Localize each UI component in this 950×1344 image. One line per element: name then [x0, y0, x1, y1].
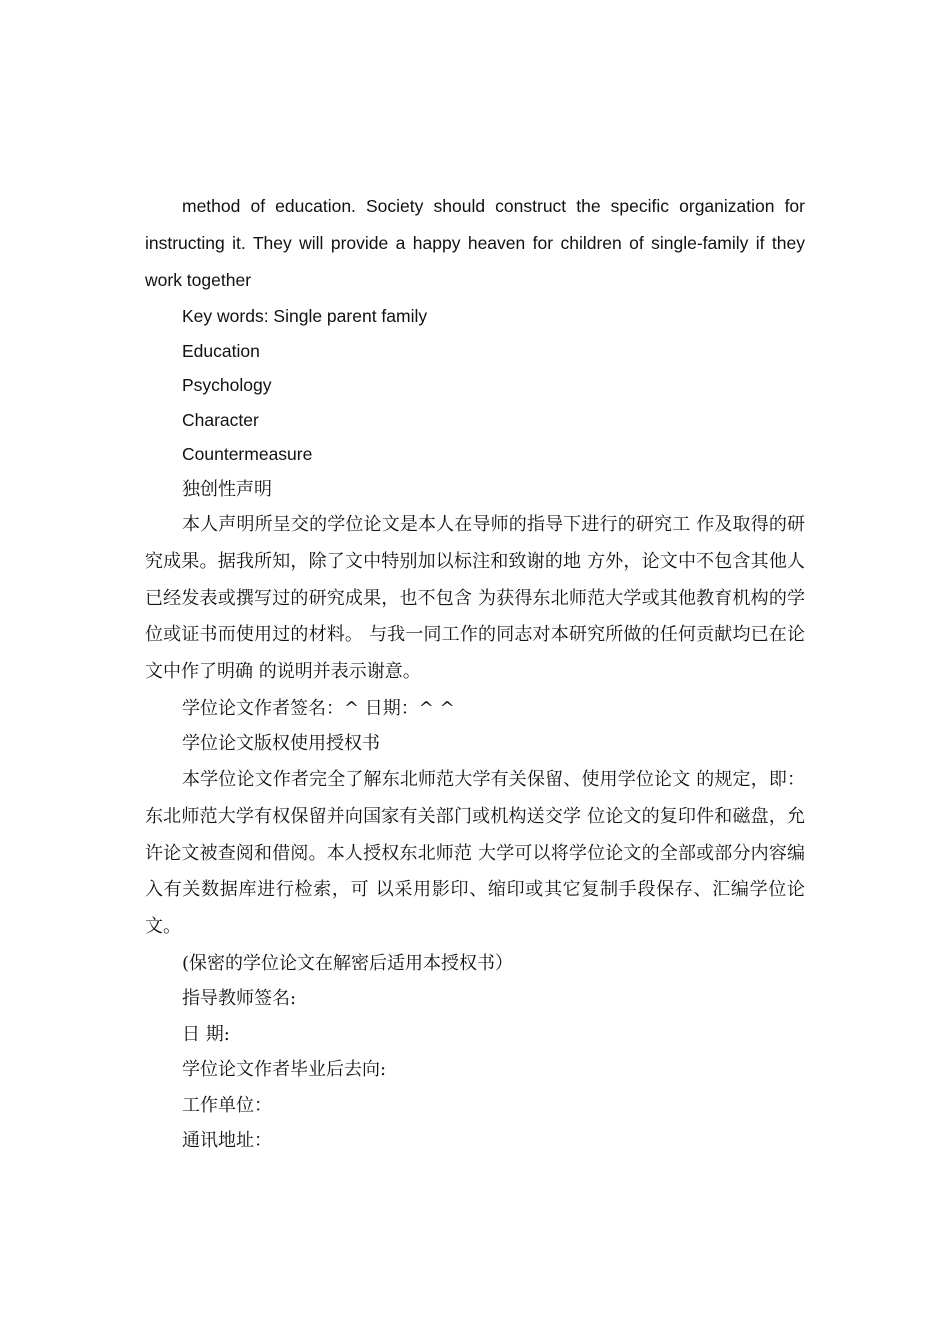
date-field: 日 期:: [182, 1023, 230, 1045]
keyword-psychology: Psychology: [182, 375, 272, 395]
abstract-paragraph: method of education. Society should construct the specific organization for instructing it. They will provide a happy heaven for children of single-family if they work together: [145, 196, 805, 290]
address-field: 通讯地址：: [182, 1130, 272, 1152]
authorization-title: 学位论文版权使用授权书: [182, 733, 380, 755]
keyword-countermeasure: Countermeasure: [182, 444, 313, 464]
page-content: [145, 188, 805, 1159]
keyword-education: Education: [182, 340, 260, 361]
authorization-body: 本学位论文作者完全了解东北师范大学有关保留、使用学位论文 的规定，即：东北师范大学有权保留并向国家有关部门或机构送交学 位论文的复印件和磁盘，允许论文被查阅和借阅。本人授权东北师范 大学可以将学位论文的全部或部分内容编入有关数据库进行检索，可 以采用影印、缩印或其它复制手段保存、汇编学位论文。: [145, 768, 805, 938]
declaration-body: 本人声明所呈交的学位论文是本人在导师的指导下进行的研究工 作及取得的研究成果。据我所知，除了文中特别加以标注和致谢的地 方外，论文中不包含其他人已经发表或撰写过的研究成果，也不包含 为获得东北师范大学或其他教育机构的学位或证书而使用过的材料。 与我一同工作的同志对本研究所做的任何贡献均已在论文中作了明确 的说明并表示谢意。: [145, 514, 805, 683]
keywords-line: Key words: Single parent family: [182, 306, 428, 326]
destination-field: 学位论文作者毕业后去向:: [182, 1059, 387, 1081]
advisor-signature-field: 指导教师签名:: [182, 988, 297, 1010]
declaration-title: 独创性声明: [182, 478, 272, 500]
confidential-note: (保密的学位论文在解密后适用本授权书）: [182, 952, 514, 974]
author-signature-line: 学位论文作者签名：^ 日期：^ ^: [182, 697, 455, 719]
keyword-character: Character: [182, 409, 259, 430]
work-unit-field: 工作单位：: [182, 1094, 272, 1116]
